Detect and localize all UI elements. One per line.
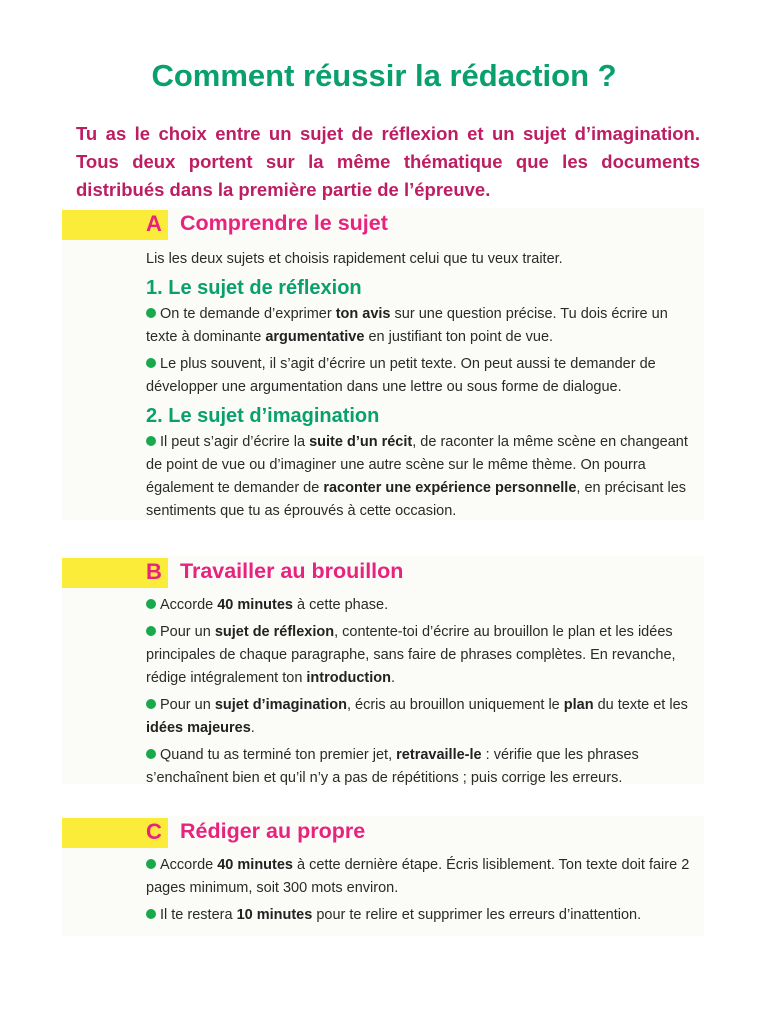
section-letter: A	[146, 211, 162, 236]
text: Quand tu as terminé ton premier jet,	[160, 747, 397, 763]
bold-text: 10 minutes	[236, 907, 313, 923]
section-b-content	[146, 594, 698, 790]
section-a	[62, 208, 704, 520]
text: , écris au brouillon uniquement le	[346, 697, 564, 713]
section-c-content	[146, 854, 698, 927]
bold-text: retravaille-le	[396, 747, 482, 763]
bullet-item	[146, 621, 698, 690]
bold-text: sujet d’imagination	[214, 697, 347, 713]
bullet-item	[146, 904, 698, 927]
bullet-list	[146, 303, 698, 399]
text: pour te relire et supprimer les erreurs d’inattention.	[312, 907, 642, 923]
green-bullet-icon	[146, 699, 156, 709]
green-bullet-icon	[146, 599, 156, 609]
green-bullet-icon	[146, 749, 156, 759]
text: On te demande d’exprimer	[160, 306, 336, 322]
intro-paragraph: Tu as le choix entre un sujet de réflexion et un sujet d’imagination. Tous deux portent sur la même thématique que les documents distribués dans la première partie de l’épreuve.	[76, 123, 700, 200]
section-c	[62, 816, 704, 936]
subsection-title: 2. Le sujet d’imagination	[146, 405, 380, 427]
bullet-item	[146, 353, 698, 399]
section-title: Rédiger au propre	[180, 819, 366, 843]
text: en justifiant ton point de vue.	[364, 329, 554, 345]
green-bullet-icon	[146, 859, 156, 869]
text: , contente-toi d’écrire au brouillon le plan et les idées principales de chaque paragraphe, sans faire de phrases complètes. En revanche, rédige intégralement ton	[146, 624, 676, 686]
subsection-title: 1. Le sujet de réflexion	[146, 277, 362, 299]
section-b	[62, 556, 704, 784]
section-a-header	[62, 208, 704, 242]
text: Accorde	[160, 597, 218, 613]
text: Pour un	[160, 624, 215, 640]
bold-text: argumentative	[265, 329, 365, 345]
bullet-item	[146, 854, 698, 900]
bold-text: 40 minutes	[217, 597, 293, 613]
text: à cette dernière étape. Écris lisiblement. Ton texte doit faire 2 pages minimum, soit 300 mots environ.	[146, 857, 690, 896]
bullet-item	[146, 694, 698, 740]
section-a-content	[146, 248, 698, 523]
bold-text: 40 minutes	[217, 857, 293, 873]
bullet-item	[146, 744, 698, 790]
bold-text: ton avis	[335, 306, 391, 322]
section-title: Travailler au brouillon	[180, 559, 404, 583]
bold-text: introduction	[306, 670, 391, 686]
section-c-header	[62, 816, 704, 850]
text: à cette phase.	[292, 597, 389, 613]
bold-text: plan	[563, 697, 594, 713]
text: Il peut s’agir d’écrire la	[160, 434, 310, 450]
bold-text: idées majeures	[146, 720, 251, 736]
green-bullet-icon	[146, 308, 156, 318]
page-title: Comment réussir la rédaction ?	[151, 58, 617, 93]
bullet-item	[146, 303, 698, 349]
text: , de raconter la même scène en changeant de point de vue ou d’imaginer une autre scène sur le même thème. On pourra également te demander de	[146, 434, 688, 496]
section-lead: Lis les deux sujets et choisis rapidement celui que tu veux traiter.	[146, 251, 563, 267]
green-bullet-icon	[146, 909, 156, 919]
bullet-item	[146, 594, 698, 617]
text: : vérifie que les phrases s’enchaînent bien et qu’il n’y a pas de répétitions ; puis corrige les erreurs.	[146, 747, 639, 786]
bold-text: sujet de réflexion	[214, 624, 335, 640]
text: Le plus souvent, il s’agit d’écrire un petit texte. On peut aussi te demander de développer une argumentation dans une lettre ou sous forme de dialogue.	[146, 356, 656, 395]
bold-text: suite d’un récit	[309, 434, 413, 450]
bullet-list	[146, 594, 698, 790]
text: .	[390, 670, 396, 686]
text: du texte et les	[593, 697, 688, 713]
text: sur une question précise. Tu dois écrire un texte à dominante	[146, 306, 668, 345]
bold-text: raconter une expérience personnelle	[323, 480, 577, 496]
green-bullet-icon	[146, 358, 156, 368]
section-title: Comprendre le sujet	[180, 211, 388, 235]
text: Pour un	[160, 697, 215, 713]
bullet-list	[146, 431, 698, 523]
green-bullet-icon	[146, 626, 156, 636]
text: Accorde	[160, 857, 218, 873]
bullet-item	[146, 431, 698, 523]
text: .	[250, 720, 255, 736]
section-letter: C	[146, 819, 162, 844]
bullet-list	[146, 854, 698, 927]
green-bullet-icon	[146, 436, 156, 446]
section-letter: B	[146, 559, 162, 584]
section-b-header	[62, 556, 704, 590]
text: , en précisant les sentiments que tu as éprouvés à cette occasion.	[146, 480, 687, 519]
text: Il te restera	[160, 907, 237, 923]
